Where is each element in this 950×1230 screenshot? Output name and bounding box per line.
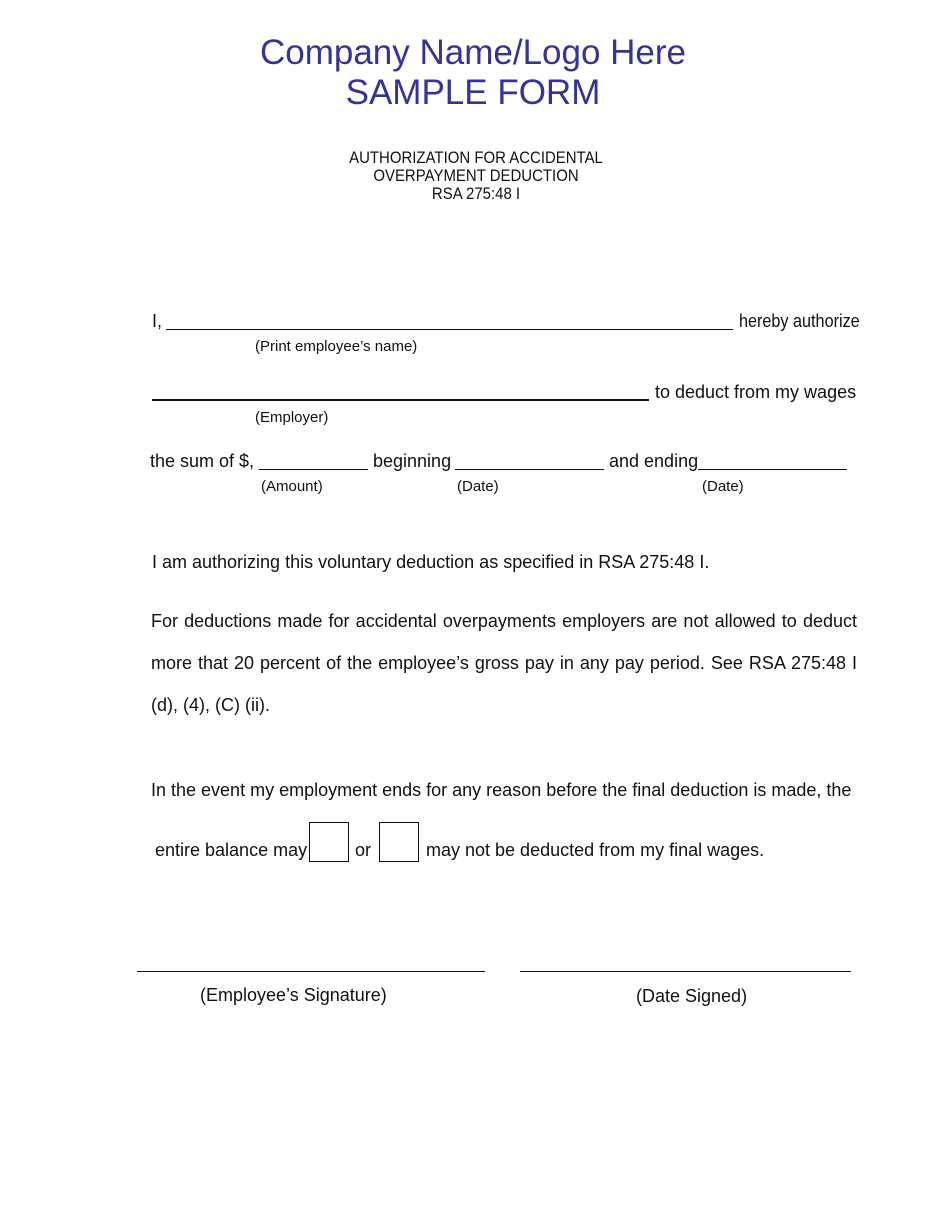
amount-caption: (Amount) xyxy=(261,478,323,495)
may-not-be-deducted-checkbox[interactable] xyxy=(379,822,419,862)
sample-form-title: SAMPLE FORM xyxy=(345,73,601,112)
amount-field[interactable] xyxy=(259,469,368,470)
end-date-field[interactable] xyxy=(698,469,847,470)
balance-intro-text: In the event my employment ends for any reason before the final deduction is made, the xyxy=(151,780,852,800)
begin-date-caption: (Date) xyxy=(457,478,499,495)
deduction-limit-paragraph: For deductions made for accidental overpayments employers are not allowed to deduct more that 20 percent of the employee’s gross pay in any pay period. See RSA 275:48 I (d), (4), (C) (ii). xyxy=(151,611,857,715)
employer-suffix: to deduct from my wages xyxy=(655,382,857,402)
form-heading-line-1: AUTHORIZATION FOR ACCIDENTAL xyxy=(349,148,603,167)
employer-caption: (Employer) xyxy=(255,409,329,426)
balance-prefix: entire balance may xyxy=(155,840,308,860)
end-date-caption: (Date) xyxy=(702,478,744,495)
balance-or: or xyxy=(355,840,372,860)
may-be-deducted-checkbox[interactable] xyxy=(309,822,349,862)
employee-signature-caption: (Employee’s Signature) xyxy=(200,985,387,1005)
authorization-statement: I am authorizing this voluntary deduction as specified in RSA 275:48 I. xyxy=(152,552,710,572)
date-signed-caption: (Date Signed) xyxy=(636,986,748,1006)
employee-name-caption: (Print employee’s name) xyxy=(255,338,418,355)
form-heading-line-2: OVERPAYMENT DEDUCTION xyxy=(373,166,579,185)
form-heading-line-3: RSA 275:48 I xyxy=(431,184,521,203)
company-name-placeholder: Company Name/Logo Here xyxy=(259,33,687,72)
sum-prefix: the sum of $, xyxy=(150,451,255,471)
employee-signature-line[interactable] xyxy=(137,971,485,972)
employee-name-field[interactable] xyxy=(166,329,733,330)
employer-field[interactable] xyxy=(152,399,649,401)
ending-label: and ending xyxy=(609,451,699,471)
authorization-suffix: hereby authorize xyxy=(739,311,860,331)
authorization-prefix: I, xyxy=(152,311,163,331)
beginning-label: beginning xyxy=(373,451,452,471)
balance-suffix: may not be deducted from my final wages. xyxy=(426,840,765,860)
date-signed-line[interactable] xyxy=(520,971,851,972)
begin-date-field[interactable] xyxy=(455,469,604,470)
